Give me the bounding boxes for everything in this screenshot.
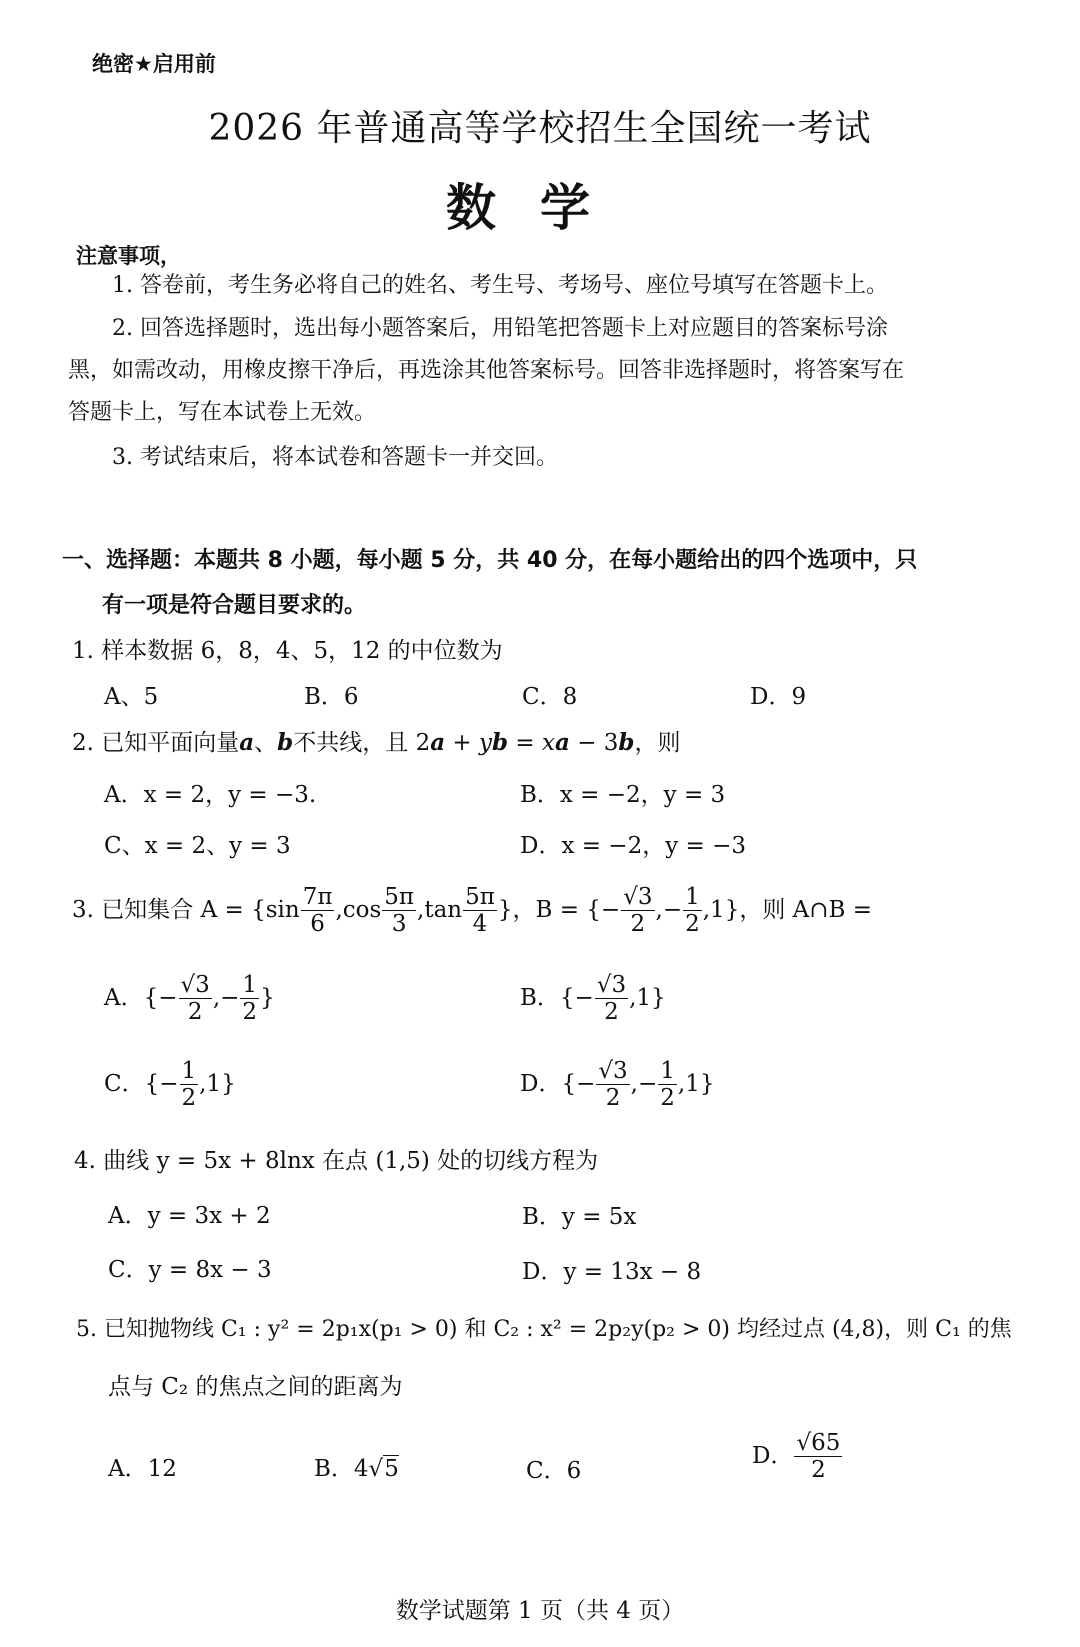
option-label: A． (104, 984, 144, 1011)
separator: ,− (212, 984, 240, 1011)
q2-eq-tail: − 3 (569, 730, 619, 756)
q3-tan: ,tan (417, 896, 463, 923)
fraction (179, 972, 212, 1026)
option-label: B． (520, 984, 560, 1011)
q3-option-d (520, 1058, 714, 1112)
numerator: √3 (623, 884, 653, 910)
numerator: √3 (180, 972, 210, 998)
note-item-2-line-2: 黑，如需改动，用橡皮擦干净后，再选涂其他答案标号。回答非选择题时，将答案写在 (68, 358, 905, 383)
question-2-stem (72, 724, 681, 757)
brace-close: ,1} (199, 1070, 236, 1097)
numerator: 5π (384, 884, 415, 910)
q2-option-b: B．x = −2，y = 3 (520, 782, 726, 808)
denominator: 2 (605, 1085, 621, 1112)
question-5-stem-line-1: 5. 已知抛物线 C₁ : y² = 2p₁x(p₁ > 0) 和 C₂ : x² = 2p₂y(p₂ > 0) 均经过点 (4,8)，则 C₁ 的焦 (76, 1317, 1012, 1342)
numerator: 1 (660, 1058, 675, 1084)
fraction (301, 884, 335, 938)
q3-mid: }，B = {− (497, 896, 621, 923)
fraction (596, 1058, 629, 1112)
note-item-1: 1. 答卷前，考生务必将自己的姓名、考生号、考场号、座位号填写在答题卡上。 (112, 273, 888, 298)
q2-option-a: A．x = 2，y = −3. (104, 782, 317, 808)
q3-option-b (520, 972, 666, 1026)
subject-title: 数学 (446, 179, 634, 237)
q5-option-d (752, 1430, 843, 1484)
denominator: 2 (630, 911, 646, 938)
brace-open: {− (144, 1070, 179, 1097)
brace-open: {− (561, 1070, 596, 1097)
option-label: C． (104, 1070, 145, 1097)
q3-option-c (104, 1058, 236, 1112)
q1-option-a: A、5 (104, 684, 159, 710)
denominator: 2 (660, 1085, 675, 1112)
question-4-stem: 4. 曲线 y = 5x + 8lnx 在点 (1,5) 处的切线方程为 (74, 1148, 599, 1174)
q2-mid: 不共线，且 2 (293, 730, 431, 756)
fraction (683, 884, 702, 938)
confidential-label: 绝密★启用前 (92, 52, 216, 76)
note-item-3: 3. 考试结束后，将本试卷和答题卡一并交回。 (112, 445, 558, 470)
brace-close: } (260, 984, 275, 1011)
section-1-heading: 一、选择题：本题共 8 小题，每小题 5 分，共 40 分，在每小题给出的四个选项中，只 (62, 548, 918, 573)
q3-prefix: 3. 已知集合 A = {sin (72, 896, 300, 923)
denominator: 2 (181, 1085, 197, 1112)
numerator: 7π (302, 884, 333, 910)
note-item-2-line-1: 2. 回答选择题时，选出每小题答案后，用铅笔把答题卡上对应题目的答案标号涂 (112, 316, 888, 341)
option-label: D． (520, 1070, 562, 1097)
numerator: √3 (598, 1058, 628, 1084)
denominator: 2 (685, 911, 700, 938)
section-1-heading-line-2: 有一项是符合题目要求的。 (102, 593, 367, 618)
denominator: 2 (187, 999, 203, 1026)
q1-option-b: B．6 (304, 684, 359, 710)
numerator: 1 (242, 972, 258, 998)
question-3-stem (72, 884, 872, 938)
q2-eq-b: b (492, 729, 509, 756)
denominator: 2 (242, 999, 258, 1026)
exam-title: 2026 年普通高等学校招生全国统一考试 (208, 108, 872, 149)
brace-close: ,1} (677, 1070, 715, 1097)
notes-heading: 注意事项， (76, 244, 181, 268)
denominator: 6 (310, 911, 325, 938)
q2-eq-a: a (430, 729, 446, 756)
q2-option-d: D．x = −2，y = −3 (520, 833, 747, 859)
q2-option-c: C、x = 2、y = 3 (104, 833, 291, 859)
numerator: 5π (465, 884, 495, 910)
fraction (794, 1430, 842, 1484)
numerator: √3 (596, 972, 627, 998)
brace-open: {− (559, 984, 594, 1011)
fraction (621, 884, 654, 938)
question-5-stem-line-2: 点与 C₂ 的焦点之间的距离为 (108, 1374, 403, 1400)
numerator: √65 (796, 1430, 841, 1456)
q2-eq-b2: b (618, 729, 635, 756)
q4-option-d: D．y = 13x − 8 (522, 1259, 702, 1285)
q2-sep: 、 (254, 730, 278, 756)
numerator: 1 (181, 1058, 197, 1084)
fraction (595, 972, 628, 1026)
q2-suffix: ，则 (634, 730, 681, 756)
denominator: 4 (472, 911, 488, 938)
q3-mid2: ,− (655, 896, 683, 923)
fraction (180, 1058, 199, 1112)
option-label: D． (752, 1442, 794, 1469)
page-footer: 数学试题第 1 页（共 4 页） (395, 1598, 685, 1624)
note-item-2-line-3: 答题卡上，写在本试卷上无效。 (68, 400, 377, 425)
q3-suffix: ,1}，则 A∩B = (702, 896, 873, 923)
denominator: 3 (391, 911, 407, 938)
fraction (463, 884, 497, 938)
brace-close: ,1} (629, 984, 666, 1011)
vector-b: b (277, 729, 294, 756)
q1-option-c: C．8 (522, 684, 578, 710)
q2-prefix: 2. 已知平面向量 (72, 730, 240, 756)
q2-eq-a2: a (554, 729, 570, 756)
q2-plus: + y (445, 730, 493, 756)
brace-open: {− (143, 984, 178, 1011)
denominator: 2 (604, 999, 619, 1026)
denominator: 2 (811, 1457, 826, 1484)
vector-a: a (239, 729, 255, 756)
fraction (240, 972, 259, 1026)
q3-option-a (104, 972, 275, 1026)
fraction (382, 884, 416, 938)
q3-cos: ,cos (335, 896, 382, 923)
radicand: 5 (384, 1456, 399, 1482)
q1-option-d: D．9 (750, 684, 807, 710)
q5-option-c: C．6 (526, 1458, 582, 1484)
separator: ,− (630, 1070, 658, 1097)
q4-option-a: A．y = 3x + 2 (108, 1203, 271, 1229)
question-1-stem: 1. 样本数据 6，8，4、5，12 的中位数为 (72, 638, 503, 664)
q5-option-a: A．12 (108, 1456, 177, 1482)
q2-eq-mid: = x (508, 730, 555, 756)
option-label: B．4 (314, 1456, 369, 1482)
numerator: 1 (685, 884, 700, 910)
q4-option-c: C．y = 8x − 3 (108, 1257, 272, 1283)
q4-option-b: B．y = 5x (522, 1204, 637, 1230)
q5-option-b: B．4√5 (314, 1456, 399, 1482)
fraction (658, 1058, 677, 1112)
